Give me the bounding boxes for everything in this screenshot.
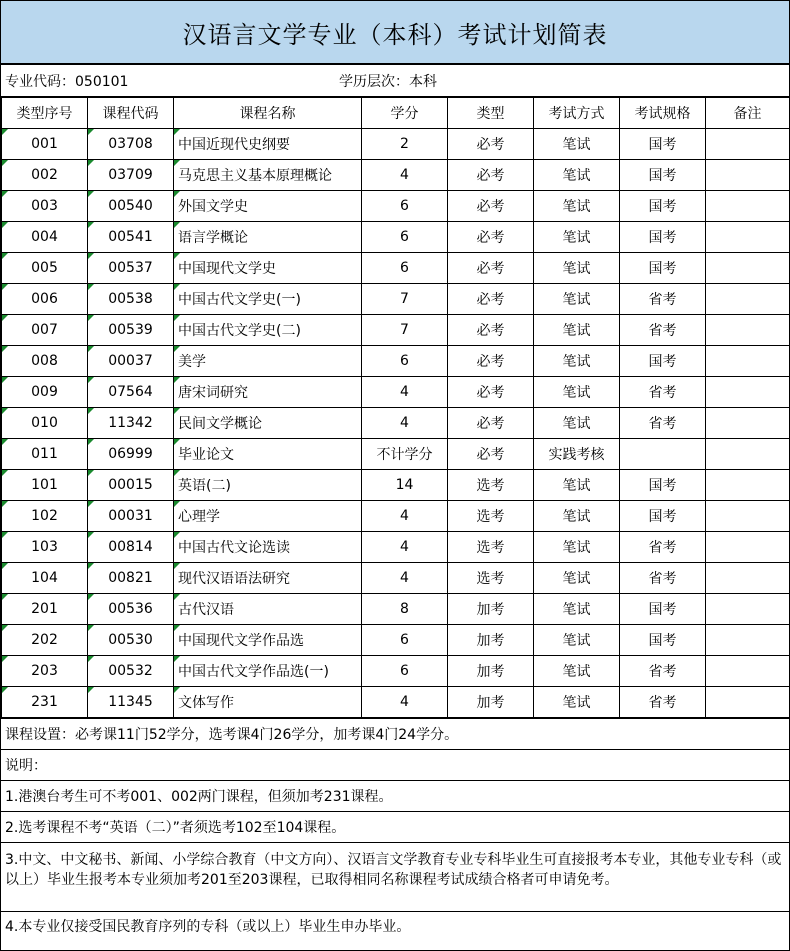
cell-remarks xyxy=(706,315,790,346)
cell-type: 必考 xyxy=(448,439,534,470)
cell-type: 必考 xyxy=(448,253,534,284)
cell-credits: 6 xyxy=(362,222,448,253)
course-setup-note: 课程设置：必考课11门52学分，选考课4门26学分，加考课4门24学分。 xyxy=(1,718,789,749)
cell-credits: 不计学分 xyxy=(362,439,448,470)
cell-type-no: 006 xyxy=(2,284,88,315)
cell-credits: 14 xyxy=(362,470,448,501)
cell-type: 必考 xyxy=(448,377,534,408)
cell-credits: 4 xyxy=(362,160,448,191)
cell-exam-level: 国考 xyxy=(620,160,706,191)
cell-course-name: 心理学 xyxy=(174,501,362,532)
cell-type: 加考 xyxy=(448,687,534,718)
table-row xyxy=(2,470,790,501)
header-exam-level: 考试规格 xyxy=(620,98,706,129)
table-row xyxy=(2,377,790,408)
cell-type-no: 104 xyxy=(2,563,88,594)
cell-course-name: 中国古代文学史(二) xyxy=(174,315,362,346)
cell-course-code: 00814 xyxy=(88,532,174,563)
cell-exam-method: 笔试 xyxy=(534,594,620,625)
cell-remarks xyxy=(706,377,790,408)
cell-credits: 7 xyxy=(362,315,448,346)
cell-course-code: 00538 xyxy=(88,284,174,315)
cell-exam-level: 省考 xyxy=(620,656,706,687)
cell-type-no: 102 xyxy=(2,501,88,532)
cell-exam-level: 省考 xyxy=(620,408,706,439)
cell-exam-method: 笔试 xyxy=(534,284,620,315)
cell-type: 必考 xyxy=(448,346,534,377)
cell-type: 必考 xyxy=(448,129,534,160)
notes-label: 说明： xyxy=(1,749,789,780)
cell-credits: 4 xyxy=(362,501,448,532)
cell-credits: 2 xyxy=(362,129,448,160)
cell-credits: 4 xyxy=(362,377,448,408)
cell-course-code: 00821 xyxy=(88,563,174,594)
table-row xyxy=(2,222,790,253)
header-credits: 学分 xyxy=(362,98,448,129)
table-row xyxy=(2,284,790,315)
cell-type: 加考 xyxy=(448,656,534,687)
table-row xyxy=(2,532,790,563)
cell-remarks xyxy=(706,625,790,656)
table-row xyxy=(2,160,790,191)
cell-remarks xyxy=(706,594,790,625)
cell-exam-method: 笔试 xyxy=(534,563,620,594)
cell-credits: 4 xyxy=(362,563,448,594)
cell-type-no: 007 xyxy=(2,315,88,346)
cell-exam-level: 国考 xyxy=(620,191,706,222)
cell-remarks xyxy=(706,656,790,687)
table-row xyxy=(2,315,790,346)
cell-course-name: 马克思主义基本原理概论 xyxy=(174,160,362,191)
cell-type-no: 101 xyxy=(2,470,88,501)
cell-exam-method: 笔试 xyxy=(534,501,620,532)
cell-credits: 8 xyxy=(362,594,448,625)
table-row xyxy=(2,129,790,160)
cell-exam-level: 国考 xyxy=(620,625,706,656)
cell-course-code: 03708 xyxy=(88,129,174,160)
course-table xyxy=(1,97,790,718)
cell-exam-level: 省考 xyxy=(620,563,706,594)
note-4: 4.本专业仅接受国民教育序列的专科（或以上）毕业生申办毕业。 xyxy=(1,911,789,940)
cell-remarks xyxy=(706,222,790,253)
cell-exam-level: 省考 xyxy=(620,377,706,408)
cell-type-no: 201 xyxy=(2,594,88,625)
cell-type: 选考 xyxy=(448,470,534,501)
cell-remarks xyxy=(706,687,790,718)
cell-remarks xyxy=(706,284,790,315)
cell-type: 加考 xyxy=(448,594,534,625)
cell-course-name: 外国文学史 xyxy=(174,191,362,222)
meta-row xyxy=(1,65,789,97)
cell-course-code: 00541 xyxy=(88,222,174,253)
cell-course-code: 00536 xyxy=(88,594,174,625)
cell-exam-method: 笔试 xyxy=(534,377,620,408)
cell-remarks xyxy=(706,129,790,160)
cell-exam-level xyxy=(620,439,706,470)
cell-credits: 4 xyxy=(362,532,448,563)
table-row xyxy=(2,253,790,284)
cell-remarks xyxy=(706,439,790,470)
cell-course-code: 00540 xyxy=(88,191,174,222)
cell-exam-method: 笔试 xyxy=(534,160,620,191)
cell-exam-method: 笔试 xyxy=(534,222,620,253)
cell-credits: 6 xyxy=(362,625,448,656)
cell-course-name: 中国现代文学作品选 xyxy=(174,625,362,656)
cell-exam-level: 国考 xyxy=(620,501,706,532)
cell-exam-level: 省考 xyxy=(620,687,706,718)
table-row xyxy=(2,594,790,625)
cell-type-no: 004 xyxy=(2,222,88,253)
cell-type: 必考 xyxy=(448,222,534,253)
table-row xyxy=(2,408,790,439)
cell-course-code: 11342 xyxy=(88,408,174,439)
cell-exam-method: 笔试 xyxy=(534,470,620,501)
cell-exam-level: 国考 xyxy=(620,129,706,160)
cell-course-name: 语言学概论 xyxy=(174,222,362,253)
cell-type: 必考 xyxy=(448,160,534,191)
cell-course-name: 美学 xyxy=(174,346,362,377)
cell-exam-level: 省考 xyxy=(620,532,706,563)
cell-credits: 6 xyxy=(362,191,448,222)
cell-type: 必考 xyxy=(448,284,534,315)
table-header-row xyxy=(2,98,790,129)
cell-exam-level: 国考 xyxy=(620,470,706,501)
cell-remarks xyxy=(706,160,790,191)
cell-remarks xyxy=(706,501,790,532)
table-row xyxy=(2,563,790,594)
cell-course-name: 唐宋词研究 xyxy=(174,377,362,408)
cell-course-name: 民间文学概论 xyxy=(174,408,362,439)
cell-type: 选考 xyxy=(448,532,534,563)
cell-course-name: 中国近现代史纲要 xyxy=(174,129,362,160)
cell-course-code: 06999 xyxy=(88,439,174,470)
header-course-code: 课程代码 xyxy=(88,98,174,129)
cell-type-no: 231 xyxy=(2,687,88,718)
table-row xyxy=(2,656,790,687)
cell-course-code: 07564 xyxy=(88,377,174,408)
cell-type-no: 001 xyxy=(2,129,88,160)
cell-type-no: 003 xyxy=(2,191,88,222)
cell-course-name: 英语(二) xyxy=(174,470,362,501)
header-remarks: 备注 xyxy=(706,98,790,129)
cell-credits: 4 xyxy=(362,687,448,718)
cell-course-name: 中国现代文学史 xyxy=(174,253,362,284)
cell-type-no: 009 xyxy=(2,377,88,408)
course-table-body xyxy=(2,129,790,718)
cell-exam-method: 笔试 xyxy=(534,687,620,718)
table-row xyxy=(2,625,790,656)
cell-exam-level: 国考 xyxy=(620,346,706,377)
cell-exam-level: 国考 xyxy=(620,222,706,253)
cell-exam-method: 笔试 xyxy=(534,191,620,222)
cell-course-name: 中国古代文学史(一) xyxy=(174,284,362,315)
cell-type-no: 002 xyxy=(2,160,88,191)
cell-remarks xyxy=(706,563,790,594)
cell-course-code: 00539 xyxy=(88,315,174,346)
table-row xyxy=(2,439,790,470)
cell-type: 选考 xyxy=(448,563,534,594)
table-row xyxy=(2,191,790,222)
cell-course-name: 中国古代文学作品选(一) xyxy=(174,656,362,687)
education-level: 学历层次：本科 xyxy=(339,73,437,90)
cell-remarks xyxy=(706,346,790,377)
page-title: 汉语言文学专业（本科）考试计划简表 xyxy=(1,1,789,65)
cell-type-no: 203 xyxy=(2,656,88,687)
cell-course-code: 00530 xyxy=(88,625,174,656)
cell-exam-method: 实践考核 xyxy=(534,439,620,470)
cell-type-no: 202 xyxy=(2,625,88,656)
cell-course-code: 00015 xyxy=(88,470,174,501)
cell-type-no: 103 xyxy=(2,532,88,563)
cell-exam-method: 笔试 xyxy=(534,346,620,377)
cell-credits: 6 xyxy=(362,656,448,687)
cell-exam-method: 笔试 xyxy=(534,253,620,284)
cell-remarks xyxy=(706,532,790,563)
cell-credits: 4 xyxy=(362,408,448,439)
header-type-no: 类型序号 xyxy=(2,98,88,129)
cell-course-name: 现代汉语语法研究 xyxy=(174,563,362,594)
note-3: 3.中文、中文秘书、新闻、小学综合教育（中文方向）、汉语言文学教育专业专科毕业生可直接报考本专业，其他专业专科（或以上）毕业生报考本专业须加考201至203课程，已取得相同名称课程考试成绩合格者可申请免考。 xyxy=(1,842,789,911)
cell-remarks xyxy=(706,408,790,439)
cell-type-no: 008 xyxy=(2,346,88,377)
cell-remarks xyxy=(706,191,790,222)
cell-exam-method: 笔试 xyxy=(534,315,620,346)
cell-type: 选考 xyxy=(448,501,534,532)
cell-exam-method: 笔试 xyxy=(534,656,620,687)
cell-course-code: 00532 xyxy=(88,656,174,687)
cell-remarks xyxy=(706,470,790,501)
cell-type-no: 010 xyxy=(2,408,88,439)
cell-course-code: 03709 xyxy=(88,160,174,191)
cell-type: 必考 xyxy=(448,408,534,439)
cell-exam-level: 国考 xyxy=(620,594,706,625)
header-course-name: 课程名称 xyxy=(174,98,362,129)
cell-type-no: 011 xyxy=(2,439,88,470)
header-exam-method: 考试方式 xyxy=(534,98,620,129)
cell-course-code: 00037 xyxy=(88,346,174,377)
table-row xyxy=(2,687,790,718)
table-row xyxy=(2,501,790,532)
cell-exam-level: 省考 xyxy=(620,284,706,315)
major-code: 专业代码：050101 xyxy=(5,73,129,90)
cell-exam-method: 笔试 xyxy=(534,408,620,439)
cell-course-name: 古代汉语 xyxy=(174,594,362,625)
cell-exam-level: 国考 xyxy=(620,253,706,284)
header-type: 类型 xyxy=(448,98,534,129)
note-1: 1.港澳台考生可不考001、002两门课程，但须加考231课程。 xyxy=(1,780,789,811)
cell-credits: 7 xyxy=(362,284,448,315)
cell-course-code: 11345 xyxy=(88,687,174,718)
cell-course-code: 00031 xyxy=(88,501,174,532)
cell-remarks xyxy=(706,253,790,284)
cell-course-name: 中国古代文论选读 xyxy=(174,532,362,563)
cell-course-name: 文体写作 xyxy=(174,687,362,718)
cell-credits: 6 xyxy=(362,346,448,377)
cell-exam-method: 笔试 xyxy=(534,625,620,656)
cell-type-no: 005 xyxy=(2,253,88,284)
cell-credits: 6 xyxy=(362,253,448,284)
cell-course-name: 毕业论文 xyxy=(174,439,362,470)
cell-type: 加考 xyxy=(448,625,534,656)
table-row xyxy=(2,346,790,377)
cell-exam-level: 省考 xyxy=(620,315,706,346)
cell-type: 必考 xyxy=(448,191,534,222)
cell-exam-method: 笔试 xyxy=(534,129,620,160)
cell-course-code: 00537 xyxy=(88,253,174,284)
cell-type: 必考 xyxy=(448,315,534,346)
cell-exam-method: 笔试 xyxy=(534,532,620,563)
note-2: 2.选考课程不考“英语（二）”者须选考102至104课程。 xyxy=(1,811,789,842)
